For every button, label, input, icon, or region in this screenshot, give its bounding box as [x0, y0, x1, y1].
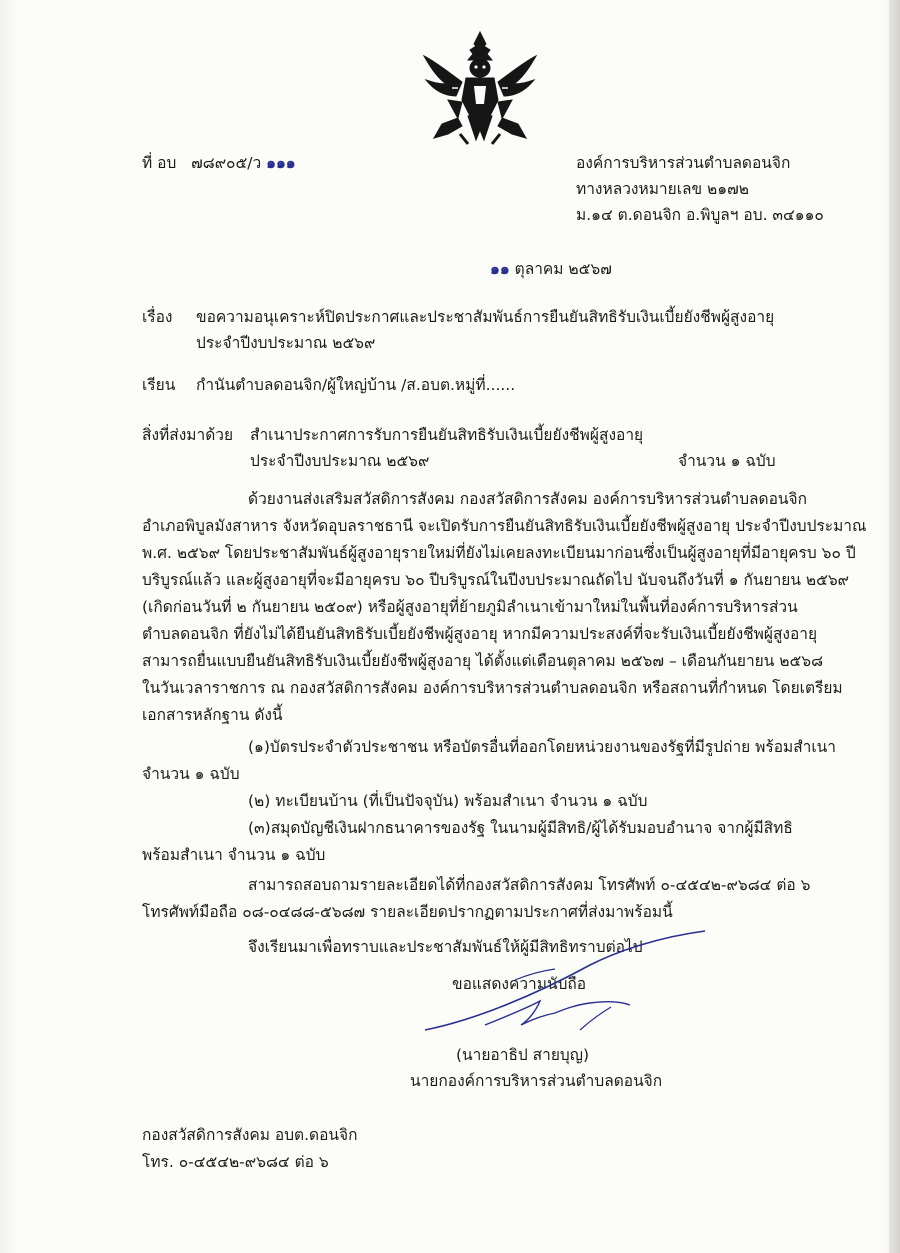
document-item-2: (๒) ทะเบียนบ้าน (ที่เป็นปัจจุบัน) พร้อมสำเนา จำนวน ๑ ฉบับ	[248, 792, 648, 810]
recipient-label: เรียน	[142, 376, 176, 394]
document-item-3-cont: พร้อมสำเนา จำนวน ๑ ฉบับ	[142, 846, 326, 864]
enclosure-label: สิ่งที่ส่งมาด้วย	[142, 426, 234, 444]
body-line: ในวันเวลาราชการ ณ กองสวัสดิการสังคม องค์การบริหารส่วนตำบลดอนจิก หรือสถานที่กำหนด โดยเตรียม	[142, 679, 843, 697]
handwritten-signature-icon	[415, 925, 715, 1040]
date-day: ๑๑	[490, 260, 510, 278]
document-item-3: (๓)สมุดบัญชีเงินฝากธนาคารของรัฐ ในนามผู้มีสิทธิ/ผู้ได้รับมอบอำนาจ จากผู้มีสิทธิ	[248, 819, 793, 837]
subject-line-1: ขอความอนุเคราะห์ปิดประกาศและประชาสัมพันธ์การยืนยันสิทธิรับเงินเบี้ยยังชีพผู้สูงอายุ	[196, 308, 775, 326]
body-line: ด้วยงานส่งเสริมสวัสดิการสังคม กองสวัสดิการสังคม องค์การบริหารส่วนตำบลดอนจิก	[248, 490, 807, 508]
regards-text: ขอแสดงความนับถือ	[452, 975, 587, 993]
address-line-2: ม.๑๔ ต.ดอนจิก อ.พิบูลฯ อบ. ๓๔๑๑๐	[576, 206, 824, 224]
reference-line	[142, 156, 296, 172]
document-item-1: (๑)บัตรประจำตัวประชาชน หรือบัตรอื่นที่ออกโดยหน่วยงานของรัฐที่มีรูปถ่าย พร้อมสำเนา	[248, 738, 836, 756]
footer-phone: โทร. ๐-๔๕๔๒-๙๖๘๔ ต่อ ๖	[142, 1153, 329, 1171]
date-month-year: ตุลาคม ๒๕๖๗	[514, 260, 612, 278]
recipient-text: กำนันตำบลดอนจิก/ผู้ใหญ่บ้าน /ส.อบต.หมู่ที่......	[196, 376, 516, 394]
contact-line-2: โทรศัพท์มือถือ ๐๘-๐๔๘๘-๕๖๘๗ รายละเอียดปรากฏตามประกาศที่ส่งมาพร้อมนี้	[142, 903, 673, 921]
footer-department: กองสวัสดิการสังคม อบต.ดอนจิก	[142, 1126, 358, 1144]
body-line: บริบูรณ์แล้ว และผู้สูงอายุที่จะมีอายุครบ ๖๐ ปีบริบูรณ์ในปีงบประมาณถัดไป นับจนถึงวันที่ ๑ กันยายน ๒๕๖๙	[142, 571, 850, 589]
address-line-1: ทางหลวงหมายเลข ๒๑๗๒	[576, 180, 749, 198]
body-line: เอกสารหลักฐาน ดังนี้	[142, 706, 283, 724]
body-line: (เกิดก่อนวันที่ ๒ กันยายน ๒๕๐๙) หรือผู้สูงอายุที่ย้ายภูมิลำเนาเข้ามาใหม่ในพื้นที่องค์การบริหารส่วน	[142, 598, 798, 616]
ref-seq: ๑๑๑	[266, 154, 296, 172]
page-edge	[889, 0, 900, 1253]
subject-label: เรื่อง	[142, 308, 173, 326]
body-line: สามารถยื่นแบบยืนยันสิทธิรับเงินเบี้ยยังชีพผู้สูงอายุ ได้ตั้งแต่เดือนตุลาคม ๒๕๖๗ – เดือนกันยายน ๒๕๖๘	[142, 652, 824, 670]
document-item-1-cont: จำนวน ๑ ฉบับ	[142, 765, 240, 783]
signer-position: นายกองค์การบริหารส่วนตำบลดอนจิก	[410, 1072, 663, 1090]
enclosure-qty: จำนวน ๑ ฉบับ	[678, 452, 776, 470]
garuda-emblem-icon	[418, 30, 542, 148]
enclosure-line-1: สำเนาประกาศการรับการยืนยันสิทธิรับเงินเบี้ยยังชีพผู้สูงอายุ	[250, 426, 644, 444]
ref-number: ๗๘๙๐๕/ว	[191, 154, 262, 172]
closing-sentence: จึงเรียนมาเพื่อทราบและประชาสัมพันธ์ให้ผู้มีสิทธิทราบต่อไป	[248, 938, 643, 956]
ref-label: ที่ อบ	[142, 154, 177, 172]
enclosure-line-2: ประจำปีงบประมาณ ๒๕๖๙	[250, 452, 430, 470]
document-date	[490, 262, 612, 278]
body-line: อำเภอพิบูลมังสาหาร จังหวัดอุบลราชธานี จะเปิดรับการยืนยันสิทธิรับเงินเบี้ยยังชีพผู้สูงอายุ ประจำปีงบประมาณ	[142, 517, 867, 535]
signer-name: (นายอาธิป สายบุญ)	[456, 1046, 590, 1064]
subject-line-2: ประจำปีงบประมาณ ๒๕๖๙	[196, 334, 376, 352]
org-name: องค์การบริหารส่วนตำบลดอนจิก	[576, 154, 791, 172]
contact-line-1: สามารถสอบถามรายละเอียดได้ที่กองสวัสดิการสังคม โทรศัพท์ ๐-๔๕๔๒-๙๖๘๔ ต่อ ๖	[248, 876, 811, 894]
body-line: ตำบลดอนจิก ที่ยังไม่ได้ยืนยันสิทธิรับเบี้ยยังชีพผู้สูงอายุ หากมีความประสงค์ที่จะรับเงินเบี้ยยังชีพผู้สูงอายุ	[142, 625, 818, 643]
body-line: พ.ศ. ๒๕๖๙ โดยประชาสัมพันธ์ผู้สูงอายุรายใหม่ที่ยังไม่เคยลงทะเบียนมาก่อนซึ่งเป็นผู้สูงอายุที่มีอายุครบ ๖๐ ปี	[142, 544, 856, 562]
